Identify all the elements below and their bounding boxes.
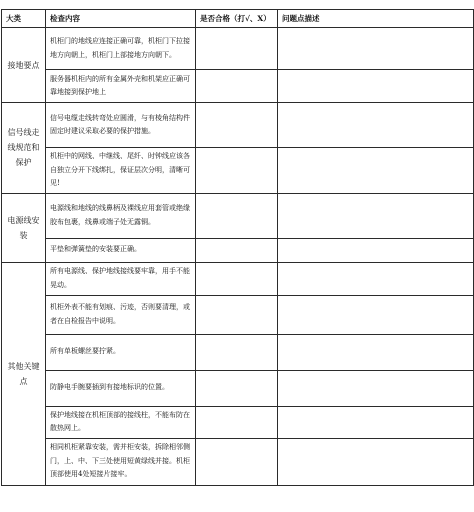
header-category: 大类 [2, 10, 46, 28]
problem-cell[interactable] [278, 334, 474, 370]
check-item: 保护地线接在机柜顶部的接线柱，不能布防在散热网上。 [46, 406, 196, 438]
qualified-cell[interactable] [196, 28, 278, 70]
table-row [2, 193, 474, 238]
check-item: 信号电缆走线转弯处应圆滑，与有棱角结构件固定时建议采取必要的保护措施。 [46, 103, 196, 148]
table-row [2, 148, 474, 194]
qualified-cell[interactable] [196, 370, 278, 406]
problem-cell[interactable] [278, 70, 474, 103]
qualified-cell[interactable] [196, 70, 278, 103]
problem-cell[interactable] [278, 406, 474, 438]
table-row [2, 28, 474, 70]
qualified-cell[interactable] [196, 438, 278, 485]
table-row [2, 406, 474, 438]
qualified-cell[interactable] [196, 238, 278, 262]
qualified-cell[interactable] [196, 406, 278, 438]
check-item: 机柜中的网线、中继线、尾纤、时钟线应该各自独立分开下线绑扎，保证层次分明，清晰可见! [46, 148, 196, 194]
qualified-cell[interactable] [196, 193, 278, 238]
problem-cell[interactable] [278, 28, 474, 70]
header-content: 检查内容 [46, 10, 196, 28]
problem-cell[interactable] [278, 103, 474, 148]
header-row [2, 10, 474, 28]
problem-cell[interactable] [278, 193, 474, 238]
category-cell: 电源线安装 [2, 193, 46, 262]
table-row [2, 295, 474, 334]
problem-cell[interactable] [278, 262, 474, 295]
problem-cell[interactable] [278, 238, 474, 262]
checklist-table [1, 9, 474, 486]
qualified-cell[interactable] [196, 103, 278, 148]
check-item: 服务器机柜内的所有金属外壳和机架应正确可靠地接到保护地上 [46, 70, 196, 103]
category-cell: 信号线走线规范和保护 [2, 103, 46, 194]
table-row [2, 103, 474, 148]
header-problem: 问题点描述 [278, 10, 474, 28]
check-item: 相同机柜紧靠安装，需并柜安装，拆除相邻侧门，上、中、下三处使用短黄绿线并接。机柜顶部使用4处短接片接牢。 [46, 438, 196, 485]
table-row [2, 262, 474, 295]
check-item: 平垫和弹簧垫的安装要正确。 [46, 238, 196, 262]
qualified-cell[interactable] [196, 295, 278, 334]
problem-cell[interactable] [278, 148, 474, 194]
table-row [2, 238, 474, 262]
category-cell: 其他关键点 [2, 262, 46, 485]
qualified-cell[interactable] [196, 262, 278, 295]
check-item: 所有电源线、保护地线接线要牢靠，用手不能晃动。 [46, 262, 196, 295]
check-item: 所有单板螺丝要拧紧。 [46, 334, 196, 370]
table-row [2, 70, 474, 103]
category-cell: 接地要点 [2, 28, 46, 103]
header-qualified: 是否合格（打√、X） [196, 10, 278, 28]
problem-cell[interactable] [278, 295, 474, 334]
qualified-cell[interactable] [196, 334, 278, 370]
problem-cell[interactable] [278, 438, 474, 485]
qualified-cell[interactable] [196, 148, 278, 194]
table-row [2, 438, 474, 485]
check-item: 电源线和地线的线鼻柄及裸线应用套管或绝缘胶布包裹，线鼻或端子处无露铜。 [46, 193, 196, 238]
check-item: 机柜外表不能有划痕、污迹，否则要清理，或者在自检报告中说明。 [46, 295, 196, 334]
check-item: 防静电手腕要插到有接地标识的位置。 [46, 370, 196, 406]
problem-cell[interactable] [278, 370, 474, 406]
table-row [2, 370, 474, 406]
check-item: 机柜门的地线应连接正确可靠，机柜门下拉接地方向朝上，机柜门上部接地方向朝下。 [46, 28, 196, 70]
table-row [2, 334, 474, 370]
